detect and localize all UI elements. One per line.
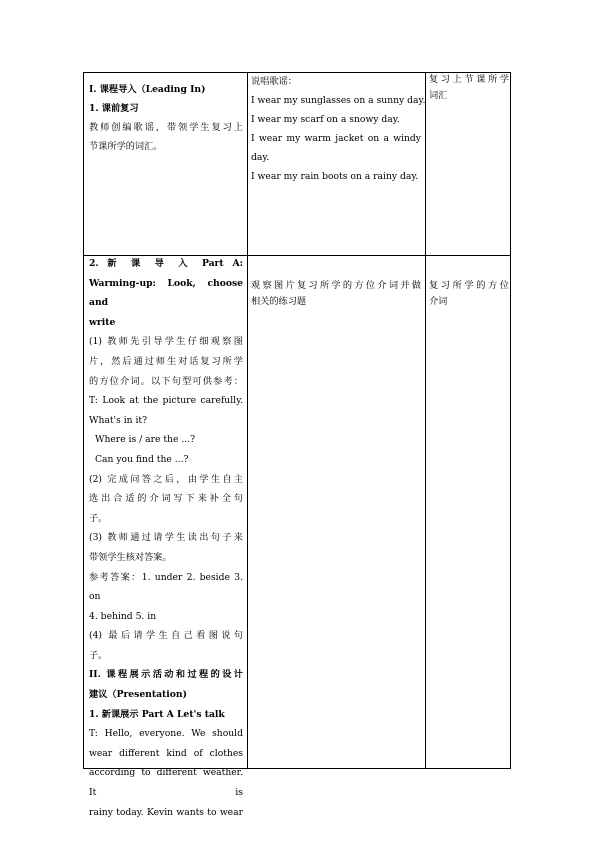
column-divider-2 xyxy=(425,73,426,768)
chant-line: I wear my warm jacket on a windy xyxy=(251,133,421,144)
subsection-heading: Warming-up: Look, choose and xyxy=(89,277,243,309)
row1-purpose-cell xyxy=(429,72,509,104)
dialogue-line: T: Hello, everyone. We should xyxy=(89,728,243,740)
purpose-line: 词汇 xyxy=(429,90,448,101)
chant-line: I wear my scarf on a snowy day. xyxy=(251,114,400,125)
row1-procedure-cell xyxy=(89,80,243,156)
sentence-pattern: Where is / are the ...? xyxy=(95,434,196,446)
chant-line: I wear my sunglasses on a sunny day. xyxy=(251,95,426,106)
procedure-line: 的方位介词。以下句型可供参考： xyxy=(89,375,243,387)
subsection-heading: 2. 新 课 导 入 Part A: xyxy=(89,258,243,269)
dialogue-line: wear different kind of clothes xyxy=(89,747,243,759)
procedure-line: (4) 最后请学生自己看图说句 xyxy=(89,630,243,642)
activity-line: 说唱歌谣： xyxy=(251,76,297,87)
lesson-plan-table xyxy=(83,72,511,818)
procedure-line: 节课所学的词汇。 xyxy=(89,141,163,152)
procedure-line: 片，然后通过师生对话复习所学 xyxy=(89,355,243,367)
procedure-line: 选出合适的介词写下来补全句 xyxy=(89,493,243,505)
column-divider-1 xyxy=(247,73,248,768)
answer-key: 4. behind 5. in xyxy=(89,610,157,622)
subsection-heading: write xyxy=(89,316,116,328)
row2-purpose-cell xyxy=(429,278,509,310)
answer-key: 参考答案：1. under 2. beside 3. on xyxy=(89,571,243,603)
row2-procedure-cell xyxy=(89,254,243,822)
purpose-line: 介词 xyxy=(429,296,448,307)
activity-line: 相关的练习题 xyxy=(251,296,307,307)
dialogue-line: rainy today. Kevin wants to wear xyxy=(89,806,243,818)
dialogue-line: What's in it? xyxy=(89,414,148,426)
procedure-line: 教师创编歌谣，带领学生复习上 xyxy=(89,122,243,133)
section-heading: I. 课程导入（Leading In) xyxy=(89,84,206,95)
procedure-line: (3) 教师通过请学生读出句子来 xyxy=(89,532,243,544)
purpose-line: 复习所学的方位 xyxy=(429,280,509,291)
dialogue-line: according to different weather. It is xyxy=(89,767,243,799)
activity-line: 观察图片复习所学的方位介词并做 xyxy=(251,280,421,291)
subsection-heading: 1. 课前复习 xyxy=(89,103,139,114)
procedure-line: (1) 教师先引导学生仔细观察图 xyxy=(89,336,243,348)
procedure-line: 子。 xyxy=(89,649,108,661)
chant-line: I wear my rain boots on a rainy day. xyxy=(251,171,419,182)
sentence-pattern: Can you find the ...? xyxy=(95,453,189,465)
dialogue-line: T: Look at the picture carefully. xyxy=(89,395,243,407)
procedure-line: (2) 完成问答之后，由学生自主 xyxy=(89,473,243,485)
row2-activity-cell xyxy=(251,278,421,310)
section-heading: II. 课程展示活动和过程的设计 xyxy=(89,669,243,681)
procedure-line: 子。 xyxy=(89,512,108,524)
chant-line: day. xyxy=(251,152,270,163)
procedure-line: 带领学生核对答案。 xyxy=(89,551,172,563)
row1-activity-cell xyxy=(251,72,426,186)
subsection-heading: 1. 新课展示 Part A Let's talk xyxy=(89,708,225,720)
section-heading: 建议（Presentation) xyxy=(89,689,187,701)
purpose-line: 复习上节课所学 xyxy=(429,74,509,85)
